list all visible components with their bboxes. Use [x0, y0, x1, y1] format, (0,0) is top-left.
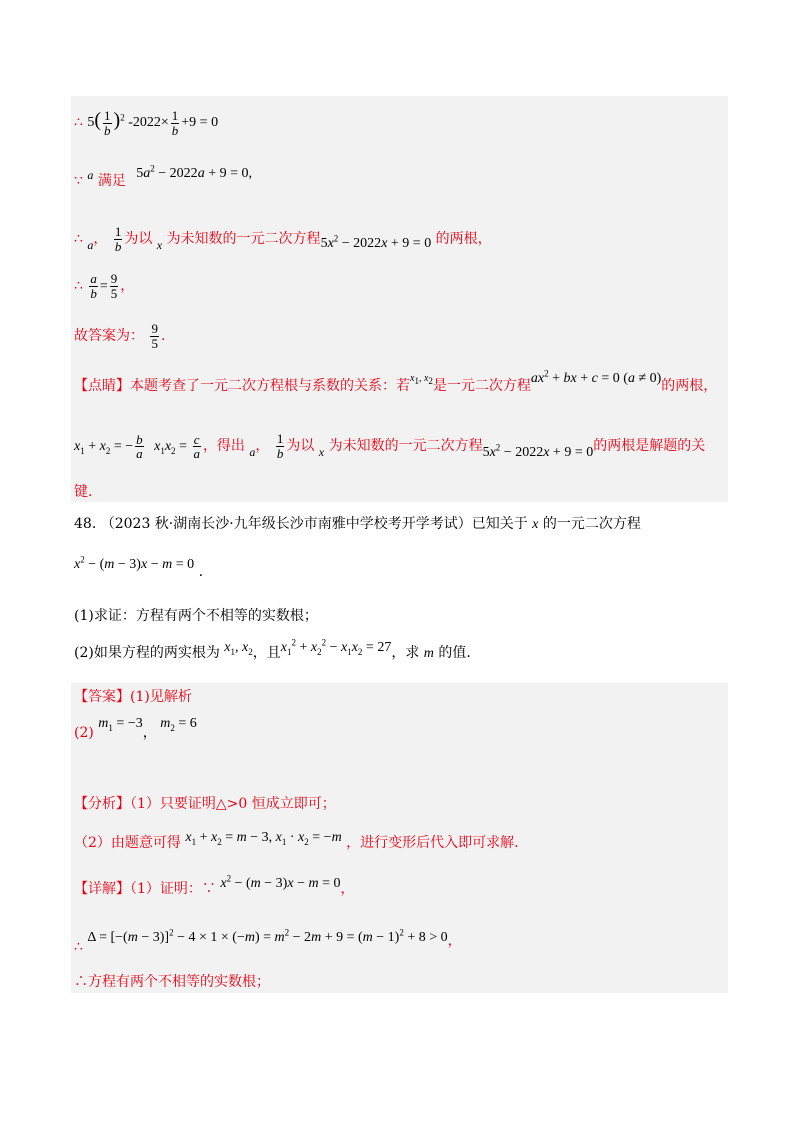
answer-line-1 — [74, 690, 192, 704]
answer-is-text: 故答案为： — [74, 328, 144, 345]
comment-line-3 — [74, 485, 92, 499]
analysis-2-text: ，进行变形后代入即可求解. — [346, 835, 519, 851]
equation-3: $5x^2 - 2022x + 9 = 0$ — [320, 233, 432, 252]
problem-text: 的一元二次方程 — [542, 516, 641, 532]
problem-source: （2023 秋·湖南长沙·九年级长沙市南雅中学校考开学考试）已知关于 — [100, 516, 528, 532]
equation-problem: $x^2 - (m - 3)x - m = 0$ — [220, 873, 341, 891]
therefore-symbol: ∴ — [74, 278, 83, 295]
var-x: x — [532, 517, 539, 532]
text-unknown-equation: 为未知数的一元二次方程 — [166, 231, 321, 248]
detail-label: 【详解】 — [74, 881, 130, 897]
var-m: m — [423, 646, 434, 661]
detail-1-text: （1）证明： — [130, 881, 202, 897]
roots-x1-x2: $x_1$, $x_2$ — [224, 640, 253, 657]
therefore-symbol: ∴ — [74, 939, 83, 955]
because-symbol: ∵ — [201, 881, 216, 897]
question-1: (1)求证：方程有两个不相等的实数根； — [74, 608, 318, 624]
vieta-relations: $x_1 + x_2 = m - 3$, $x_1 \cdot x_2 = -m$ — [185, 830, 342, 847]
analysis-2-text: （2）由题意可得 — [74, 835, 181, 851]
var-a: a — [87, 168, 94, 182]
fraction-1-over-b: $\frac{1}{b}$ — [276, 431, 284, 461]
problem-48-equation: $x^2 - (m - 3)x - m = 0$ . — [74, 554, 204, 580]
text-two-roots: 的两根， — [435, 231, 492, 248]
comment-text: 本题考查了一元二次方程根与系数的关系：若 — [130, 378, 410, 394]
comment-label: 【点睛】 — [74, 378, 130, 394]
text-as: 为以 — [124, 231, 153, 248]
analysis-1: （1）只要证明△>0 恒成立即可； — [130, 796, 336, 812]
detail-line-2: ∴ $\Delta = [-(m - 3)]^2 - 4 \times 1 \times (-m) = m^2 - 2m + 9 = (m - 1)^2 + 8 > 0$， — [74, 927, 462, 955]
var-a: a — [249, 445, 256, 460]
fraction-1-over-b: $\frac{1}{b}$ — [114, 224, 122, 254]
var-x: x — [156, 238, 163, 253]
analysis-line-1 — [74, 797, 336, 811]
fraction-9-over-5: $\frac{9}{5}$ — [110, 271, 118, 301]
solution-line-2 — [74, 163, 252, 189]
equation-1: 5( $\frac{1}{b}$ )$^2$ -2022× $\frac{1}{b}$ +9 = 0 — [87, 108, 219, 138]
detail-line-1: 【详解】（1）证明：∵ $x^2 - (m - 3)x - m = 0$， — [74, 873, 355, 897]
var-x: x — [318, 445, 325, 460]
therefore-symbol: ∴ — [74, 114, 83, 131]
problem-number: 48. — [74, 516, 97, 532]
general-quadratic: $ax^2$ + bx + c = 0 (a ≠ 0) — [530, 368, 662, 386]
solution-line-1 — [74, 109, 218, 137]
comment-text: 为以 — [286, 438, 315, 455]
problem-48-q1 — [74, 609, 318, 623]
problem-48-q2 — [74, 637, 471, 661]
analysis-line-2 — [74, 830, 519, 851]
question-2-text: (2)如果方程的两实根为 — [74, 645, 220, 661]
detail-3-text: ∴方程有两个不相等的实数根； — [74, 974, 270, 990]
comment-text: 键. — [74, 484, 93, 500]
comment-text: 的两根是解题的关 — [593, 438, 706, 455]
vieta-product: $x_1x_2$ = $\frac{c}{a}$ — [154, 431, 200, 462]
fraction-9-over-5: $\frac{9}{5}$ — [151, 321, 158, 351]
because-symbol: ∵ — [74, 173, 83, 189]
equation-2: $5a^2 - 2022a + 9 = 0$, — [136, 163, 252, 181]
comment-line-1 — [74, 368, 718, 394]
answer-label: 【答案】 — [74, 689, 130, 705]
comment-text: 的两根， — [661, 378, 718, 394]
equation-3: $5x^2 - 2022x + 9 = 0$ — [482, 442, 594, 461]
comment-text: 为未知数的一元二次方程 — [328, 438, 483, 455]
equation-problem: $x^2 - (m - 3)x - m = 0$ — [74, 554, 195, 572]
comment-text: 是一元二次方程 — [432, 378, 531, 394]
solution-line-4: ∴ $\frac{a}{b}$ = $\frac{9}{5}$ ， — [74, 271, 135, 301]
var-a: a — [87, 238, 94, 253]
analysis-label: 【分析】 — [74, 796, 130, 812]
roots-x1-x2: x1, x2 — [410, 373, 433, 386]
vieta-sum: $x_1 + x_2$ = − $\frac{b}{a}$ — [74, 431, 143, 462]
question-2-text: 的值. — [438, 645, 471, 661]
answer-2-values: $m_1 = -3$， $m_2 = 6$ — [98, 716, 197, 741]
detail-line-3 — [74, 975, 270, 989]
comment-text: ，得出 — [202, 438, 245, 455]
question-2-text: ，求 — [391, 645, 420, 661]
comment-line-2: $x_1 + x_2$ = − $\frac{b}{a}$ $x_1x_2$ = $\frac{c}{a}$ ，得出 a， $\frac{1}{b}$ 为以 x 为未知数的一元二次方程$5x^2 - 2022x + 9 = 0$的两根是解题的关 — [74, 431, 706, 462]
answer-line-2 — [74, 716, 197, 741]
therefore-symbol: ∴ — [74, 231, 83, 248]
satisfies-text: 满足 — [97, 173, 126, 189]
condition-equation: $x_1^2 + x_2^2 - x_1x_2 = 27$ — [280, 637, 392, 657]
problem-48-header — [74, 517, 641, 532]
question-2-text: ，且 — [252, 645, 281, 661]
solution-line-3: ∴ a， $\frac{1}{b}$ 为以 x 为未知数的一元二次方程$5x^2 - 2022x + 9 = 0$ 的两根， — [74, 224, 492, 254]
answer-1: (1)见解析 — [130, 689, 192, 705]
solution-line-5: 故答案为： $\frac{9}{5}$ . — [74, 321, 166, 351]
fraction-a-over-b: $\frac{a}{b}$ — [90, 271, 97, 301]
answer-2-prefix: (2) — [74, 725, 94, 741]
discriminant-equation: $\Delta = [-(m - 3)]^2 - 4 \times 1 \times (-m) = m^2 - 2m + 9 = (m - 1)^2 + 8 > 0$ — [87, 927, 448, 945]
